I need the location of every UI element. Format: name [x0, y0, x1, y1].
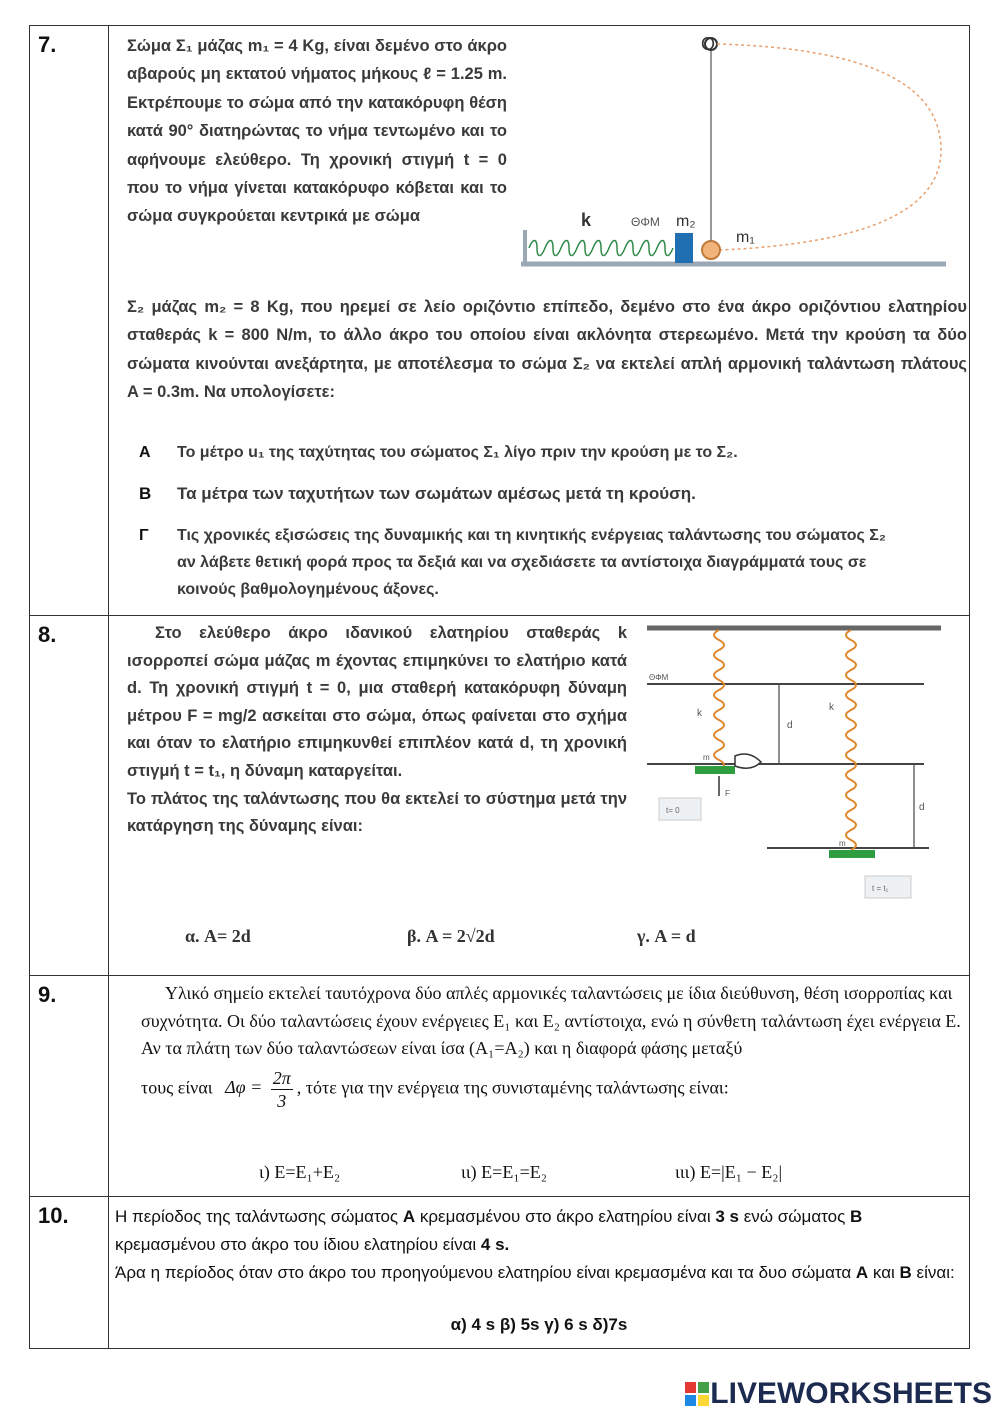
- option-a: α. A= 2d: [185, 926, 251, 946]
- spring-left: [714, 630, 724, 770]
- subquestion-a: Α Το μέτρο u₁ της ταχύτητας του σώματος Σ₁ λίγο πριν την κρούση με το Σ₂.: [139, 444, 738, 461]
- label-k-right: k: [829, 702, 834, 713]
- option-i: ι) E=E₁+E₂: [259, 1162, 341, 1182]
- question-number: 8.: [30, 616, 109, 976]
- label-m2: m₂: [676, 213, 696, 230]
- label-t1: t = t₁: [872, 884, 889, 893]
- option-b: β. A = 2√2d: [407, 926, 495, 946]
- label-eq: ΘΦΜ: [649, 673, 669, 682]
- subquestion-b: Β Τα μέτρα των ταχυτήτων των σωμάτων αμέσως μετά τη κρούση.: [139, 484, 696, 503]
- vertical-spring-figure: [639, 620, 949, 910]
- hand-icon: [735, 754, 761, 768]
- option-ii: ιι) E=E₁=E₂: [461, 1162, 548, 1182]
- worksheet-table: [29, 25, 970, 1349]
- option-c: γ. A = d: [637, 926, 696, 946]
- label-m1: m₁: [736, 229, 755, 246]
- block-m2: [675, 233, 693, 263]
- label-d2: d: [919, 802, 925, 813]
- pendulum-spring-figure: [521, 30, 961, 280]
- question-row-7: [30, 26, 970, 616]
- phase-diff-fraction: $\frac{2\pi}{3}$: [272, 1067, 291, 1111]
- liveworksheets-logo: [684, 1378, 992, 1410]
- question-number: 7.: [30, 26, 109, 616]
- question-8-text: Στο ελεύθερο άκρο ιδανικού ελατηρίου σταθεράς k ισορροπεί σώμα μάζας m έχοντας επιμηκύνει το ελατήριο κατά d. Τη χρονική στιγμή t = 0, μια σταθερή κατακόρυφη δύναμη μέτρου F = mg/2 ασκείται στο σώμα, όπως φαίνεται στο σχήμα και όταν το ελατήριο επιμηκυνθεί επιπλέον κατά d, τη χρονική στιγμή t = t₁, η δύναμη καταργείται. Το πλάτος της ταλάντωσης που θα εκτελεί το σύστημα μετά την κατάργηση της δύναμης είναι:: [127, 624, 627, 836]
- question-row-10: [30, 1197, 970, 1349]
- swing-path: [717, 44, 941, 250]
- question-number: 10.: [30, 1197, 109, 1349]
- label-F: F: [725, 789, 730, 798]
- mass-right: [829, 850, 875, 858]
- label-d1: d: [787, 720, 793, 731]
- subquestion-c: Γ Τις χρονικές εξισώσεις της δυναμικής και τη κινητικής ενέργειας ταλάντωσης του σώματος Σ₂ αν λάβετε θετική φορά προς τα δεξιά και να σχεδιάσετε τα αντίστοιχα διαγράμματά τους σε κοινούς βαθμολογημένους άξονες.: [139, 527, 886, 598]
- label-k: k: [581, 210, 592, 230]
- question-number: 9.: [30, 976, 109, 1197]
- question-row-9: [30, 976, 970, 1197]
- option-iii: ιιι) E=|E₁ − E₂|: [675, 1162, 783, 1182]
- label-O: O: [701, 34, 716, 54]
- question-7-continued: Σ₂ μάζας m₂ = 8 Kg, που ηρεμεί σε λείο οριζόντιο επίπεδο, δεμένο στο ένα άκρο οριζόντιου ελατηρίου σταθεράς k = 800 N/m, το άλλο άκρο του οποίου είναι ακλόνητα στερεωμένο. Μετά την κρούση τα δύο σώματα κινούνται ανεξάρτητα, με αποτέλεσμα το σώμα Σ₂ να εκτελεί απλή αρμονική ταλάντωση πλάτους A = 0.3m. Να υπολογίσετε:: [127, 298, 967, 402]
- spring-right: [846, 630, 856, 850]
- question-10-options: α) 4 s β) 5s γ) 6 s δ)7s: [450, 1315, 628, 1334]
- question-row-8: [30, 616, 970, 976]
- question-7-intro: Σώμα Σ₁ μάζας m₁ = 4 Kg, είναι δεμένο στο άκρο αβαρούς μη εκτατού νήματος μήκους ℓ = 1.25 m. Εκτρέπουμε το σώμα από την κατακόρυφη θέση κατά 90° διατηρώντας το νήμα τεντωμένο και το αφήνουμε ελεύθερο. Τη χρονική στιγμή t = 0 που το νήμα γίνεται κατακόρυφο κόβεται και το σώμα συγκρούεται κεντρικά με σώμα: [127, 37, 507, 226]
- question-9-text: Υλικό σημείο εκτελεί ταυτόχρονα δύο απλές αρμονικές ταλαντώσεις με ίδια διεύθυνση, θέση ισορροπίας και συχνότητα. Οι δύο ταλαντώσεις έχουν ενέργειες E₁ και E₂ αντίστοιχα, ενώ η σύνθετη ταλάντωση έχει ενέργεια E. Αν τα πλάτη των δύο ταλαντώσεων είναι ίσα (A₁=A₂) και η διαφορά φάσης μεταξύ τους είναι Δφ = $\frac{2\pi}{3}$ , τότε για την ενέργεια της συνισταμένης ταλάντωσης είναι:: [141, 983, 961, 1111]
- label-m-right: m: [839, 839, 846, 848]
- question-10-text: Η περίοδος της ταλάντωσης σώματος Α κρεμασμένου στο άκρο ελατηρίου είναι 3 s ενώ σώματος Β κρεμασμένου στο άκρο του ίδιου ελατηρίου είναι 4 s. Άρα η περίοδος όταν στο άκρο του προηγούμενου ελατηρίου είναι κρεμασμένα και τα δυο σώματα Α και Β είναι:: [115, 1207, 955, 1282]
- phase-diff-label: Δφ =: [225, 1077, 263, 1098]
- logo-icon: [684, 1381, 710, 1407]
- logo-text: LIVEWORKSHEETS: [710, 1377, 992, 1410]
- mass-left: [695, 766, 735, 774]
- label-eq: ΘΦΜ: [631, 215, 660, 229]
- spring-coils: [529, 241, 673, 256]
- label-t0: t= 0: [666, 806, 680, 815]
- label-k-left: k: [697, 708, 702, 719]
- label-m-left: m: [703, 753, 710, 762]
- ball-m1: [702, 241, 720, 259]
